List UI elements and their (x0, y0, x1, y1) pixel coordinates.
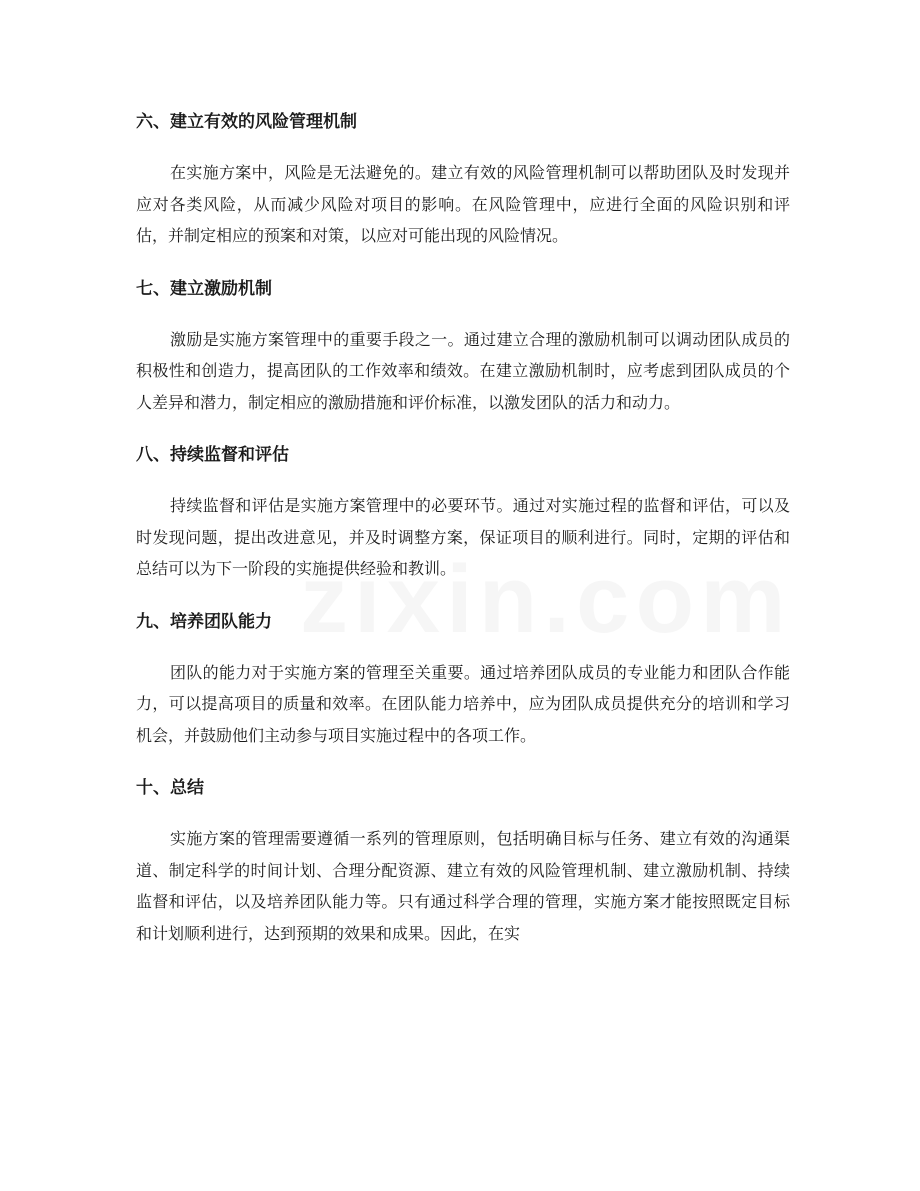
section-risk-management (136, 107, 790, 252)
document-content (136, 107, 790, 971)
section-paragraph: 激励是实施方案管理中的重要手段之一。通过建立合理的激励机制可以调动团队成员的积极性和创造力，提高团队的工作效率和绩效。在建立激励机制时，应考虑到团队成员的个人差异和潜力，制定相应的激励措施和评价标准，以激发团队的活力和动力。 (136, 329, 790, 412)
section-monitoring-evaluation (136, 440, 790, 585)
section-heading: 六、建立有效的风险管理机制 (136, 112, 357, 132)
section-paragraph: 团队的能力对于实施方案的管理至关重要。通过培养团队成员的专业能力和团队合作能力，可以提高项目的质量和效率。在团队能力培养中，应为团队成员提供充分的培训和学习机会，并鼓励他们主动参与项目实施过程中的各项工作。 (136, 662, 790, 745)
section-heading: 七、建立激励机制 (136, 278, 272, 299)
section-paragraph: 持续监督和评估是实施方案管理中的必要环节。通过对实施过程的监督和评估，可以及时发现问题，提出改进意见，并及时调整方案，保证项目的顺利进行。同时，定期的评估和总结可以为下一阶段的实施提供经验和教训。 (136, 496, 790, 578)
section-heading: 十、总结 (136, 778, 204, 798)
section-paragraph: 在实施方案中，风险是无法避免的。建立有效的风险管理机制可以帮助团队及时发现并应对各类风险，从而减少风险对项目的影响。在风险管理中，应进行全面的风险识别和评估，并制定相应的预案和对策，以应对可能出现的风险情况。 (136, 163, 790, 245)
section-heading: 九、培养团队能力 (136, 611, 272, 632)
section-summary (136, 773, 790, 949)
section-incentive-mechanism (136, 274, 790, 419)
section-team-capability (136, 607, 790, 752)
section-heading: 八、持续监督和评估 (136, 445, 289, 465)
section-paragraph: 实施方案的管理需要遵循一系列的管理原则，包括明确目标与任务、建立有效的沟通渠道、制定科学的时间计划、合理分配资源、建立有效的风险管理机制、建立激励机制、持续监督和评估，以及培养团队能力等。只有通过科学合理的管理，实施方案才能按照既定目标和计划顺利进行，达到预期的效果和成果。因此，在实 (136, 829, 790, 943)
